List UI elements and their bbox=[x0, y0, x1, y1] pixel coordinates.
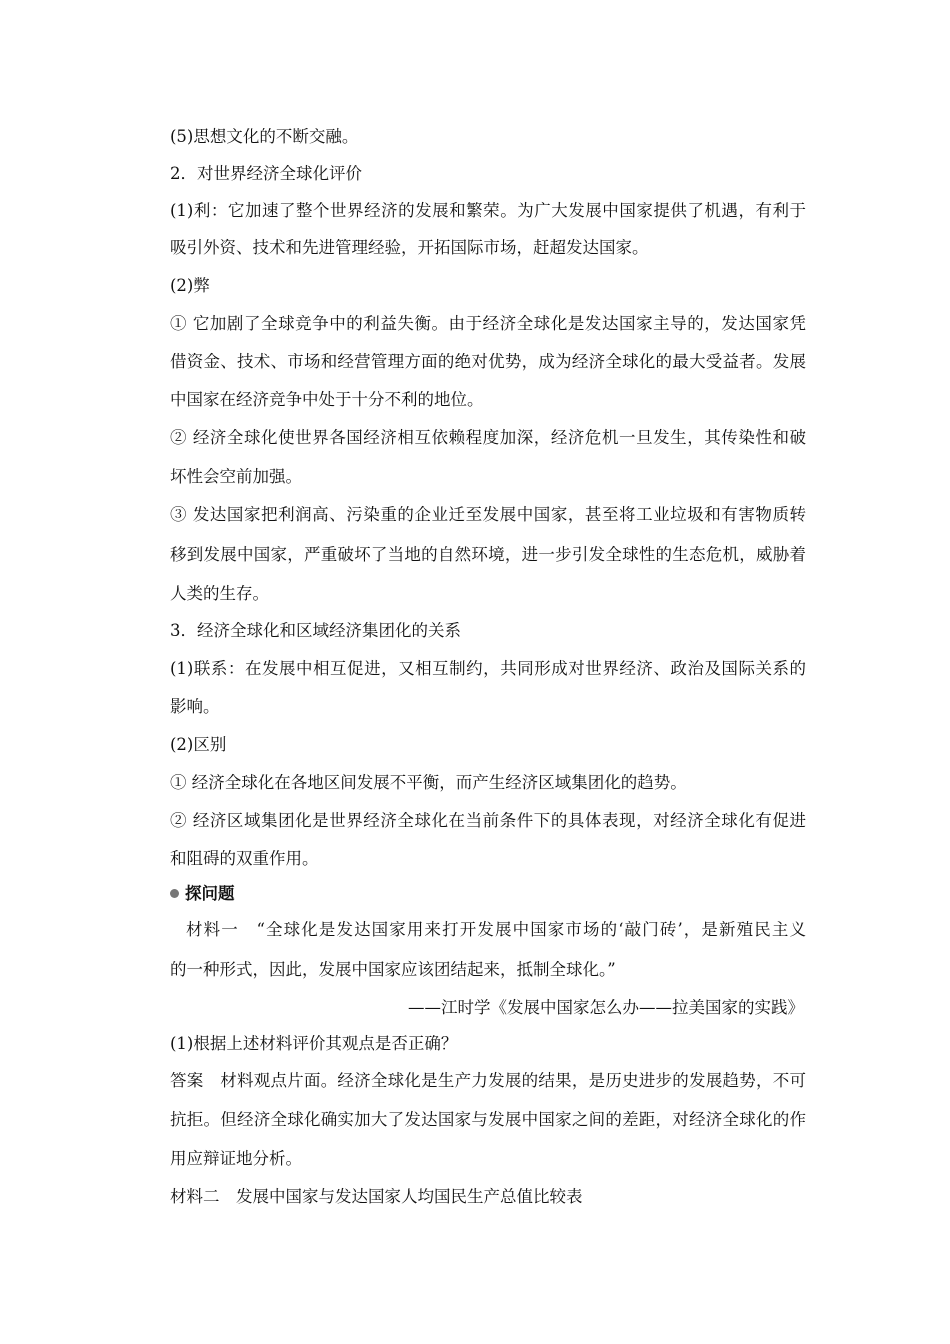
text-line: 人类的生存。 bbox=[170, 584, 269, 603]
text-line: ① 经济全球化在各地区间发展不平衡，而产生经济区域集团化的趋势。 bbox=[170, 773, 687, 792]
text-line: (1)利：它加速了整个世界经济的发展和繁荣。为广大发展中国家提供了机遇，有利于 bbox=[170, 201, 806, 220]
material-one-line: 的一种形式，因此，发展中国家应该团结起来，抵制全球化。” bbox=[170, 960, 616, 979]
subheading-2: 2．对世界经济全球化评价 bbox=[170, 164, 362, 183]
text-line: ② 经济全球化使世界各国经济相互依赖程度加深，经济危机一旦发生，其传染性和破 bbox=[170, 428, 806, 447]
text-line: 移到发展中国家，严重破坏了当地的自然环境，进一步引发全球性的生态危机，威胁着 bbox=[170, 545, 806, 564]
text-line: 中国家在经济竞争中处于十分不利的地位。 bbox=[170, 390, 484, 409]
text-line: 影响。 bbox=[170, 697, 220, 716]
bullet-icon bbox=[170, 889, 179, 898]
section-heading-text: 探问题 bbox=[185, 884, 235, 903]
subheading-3: 3．经济全球化和区域经济集团化的关系 bbox=[170, 621, 461, 640]
text-line: (1)联系：在发展中相互促进，又相互制约，共同形成对世界经济、政治及国际关系的 bbox=[170, 659, 806, 678]
citation: ——江时学《发展中国家怎么办——拉美国家的实践》 bbox=[408, 998, 804, 1017]
text-line: 借资金、技术、市场和经营管理方面的绝对优势，成为经济全球化的最大受益者。发展 bbox=[170, 352, 806, 371]
text-line: (2)弊 bbox=[170, 276, 210, 295]
answer-line: 用应辩证地分析。 bbox=[170, 1149, 302, 1168]
text-line: 坏性会空前加强。 bbox=[170, 467, 302, 486]
text-line: ② 经济区域集团化是世界经济全球化在当前条件下的具体表现，对经济全球化有促进 bbox=[170, 811, 806, 830]
section-heading bbox=[170, 884, 235, 904]
text-line: ① 它加剧了全球竞争中的利益失衡。由于经济全球化是发达国家主导的，发达国家凭 bbox=[170, 314, 806, 333]
material-one-line: 材料一 “全球化是发达国家用来打开发展中国家市场的‘敲门砖’，是新殖民主义 bbox=[186, 920, 806, 939]
text-line: 吸引外资、技术和先进管理经验，开拓国际市场，赶超发达国家。 bbox=[170, 238, 649, 257]
answer-line: 答案 材料观点片面。经济全球化是生产力发展的结果，是历史进步的发展趋势，不可 bbox=[170, 1071, 806, 1090]
material-two-title: 材料二 发展中国家与发达国家人均国民生产总值比较表 bbox=[170, 1187, 583, 1206]
text-line: (5)思想文化的不断交融。 bbox=[170, 127, 359, 146]
answer-line: 抗拒。但经济全球化确实加大了发达国家与发展中国家之间的差距，对经济全球化的作 bbox=[170, 1110, 806, 1129]
text-line: 和阻碍的双重作用。 bbox=[170, 849, 319, 868]
question-1: (1)根据上述材料评价其观点是否正确？ bbox=[170, 1034, 458, 1053]
text-line: ③ 发达国家把利润高、污染重的企业迁至发展中国家，甚至将工业垃圾和有害物质转 bbox=[170, 505, 806, 524]
text-line: (2)区别 bbox=[170, 735, 227, 754]
